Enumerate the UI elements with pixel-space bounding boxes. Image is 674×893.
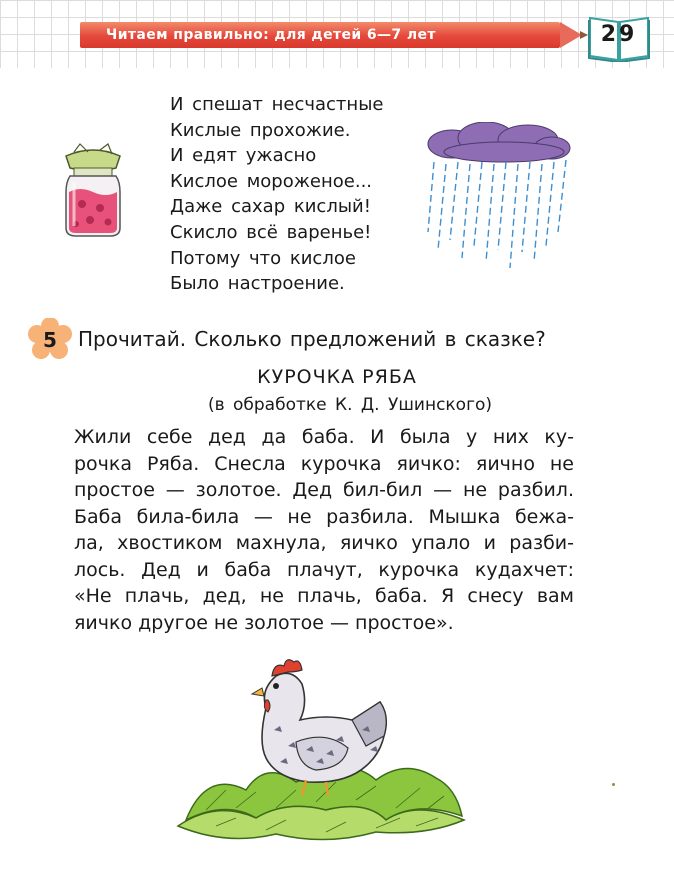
poem-line: Потому что кислое [170,247,356,269]
poem-line: Кислые прохожие. [170,119,351,141]
jam-jar-icon [60,142,126,238]
story-line: «Не плачь, дед, не плачь, баба. Я снесу вам [74,585,574,607]
speck [612,783,615,786]
story-line: рочка Ряба. Снесла курочка яичко: яично не [74,452,574,475]
story-subtitle: (в обработке К. Д. Ушинского) [207,395,493,415]
poem-line: Было настроение. [170,273,345,295]
story-line: лось. Дед и баба плачут, курочка кудахчет: [74,558,574,581]
page-number: 29 [600,22,638,47]
task-number: 5 [43,328,57,352]
poem-line: Скисло всё варенье! [170,221,372,243]
story-line: простое — золотое. Дед бил-бил — не разбил. [74,479,574,501]
hen-illustration [176,650,466,850]
story-title: КУРОЧКА РЯБА [257,366,417,388]
story-line: Баба била-била — не разбила. Мышка бежа- [74,505,574,528]
pencil-tip [580,31,588,39]
poem [170,92,430,297]
story-line: Жили себе дед да баба. И была у них ку- [74,426,574,448]
poem-line: Даже сахар кислый! [170,196,371,218]
story-text [74,424,574,636]
task-instruction: Прочитай. Сколько предложений в сказке? [78,327,546,351]
poem-line: И спешат несчастные [170,94,384,115]
story-line: яичко другое не золотое — простое». [74,611,454,634]
rain-cloud-icon [424,122,574,270]
story-line: ла, хвостиком махнула, яичко упало и разби- [74,532,574,554]
poem-line: Кислое мороженое... [170,170,373,192]
poem-line: И едят ужасно [170,145,317,167]
header-title: Читаем правильно: для детей 6—7 лет [106,27,436,43]
